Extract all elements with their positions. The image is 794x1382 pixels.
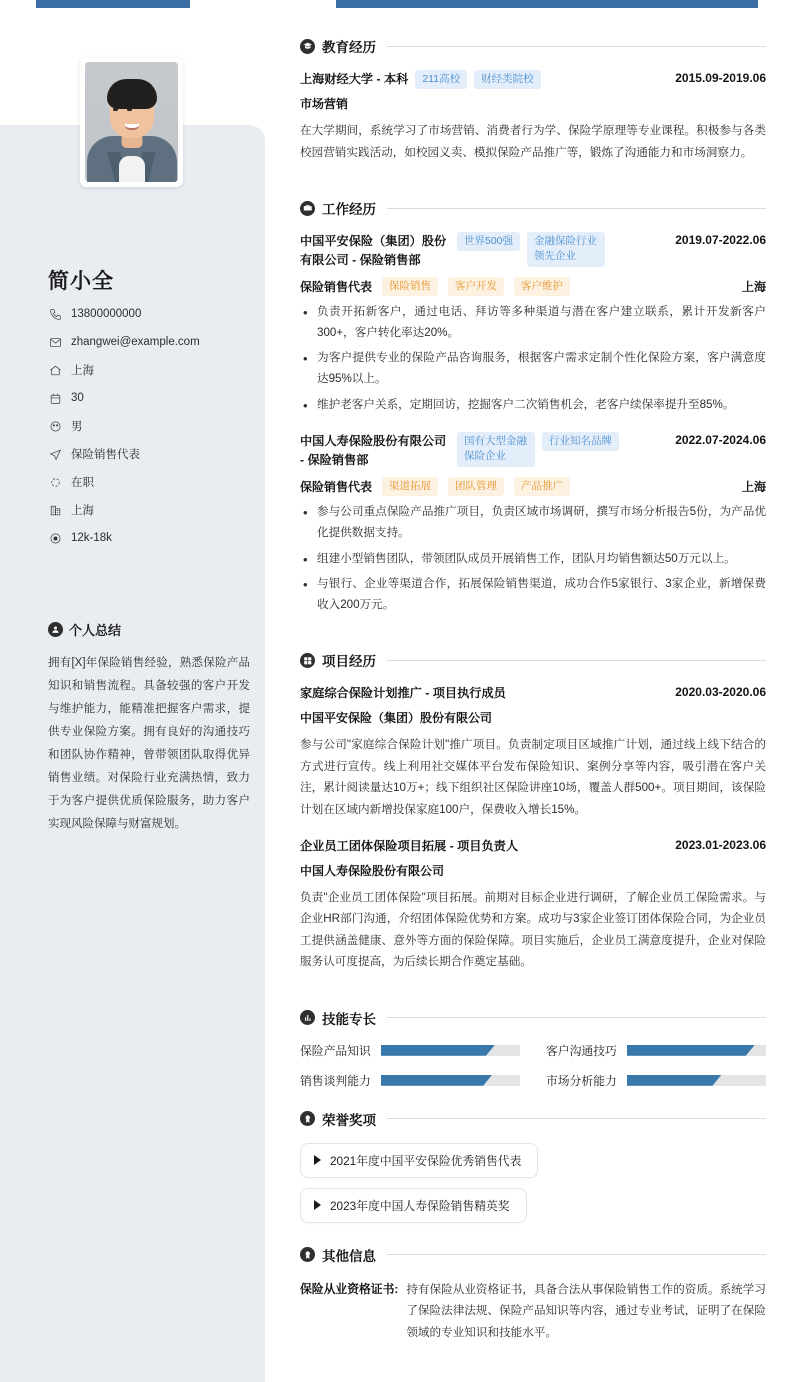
spacer: [300, 180, 766, 198]
page-title: 简小全: [48, 270, 114, 293]
section-project: [300, 650, 766, 972]
contact-value: 男: [71, 421, 83, 433]
work-date: 2022.07-2024.06: [675, 433, 766, 448]
work-entry-left: [300, 232, 605, 270]
skill-bar-fill: [381, 1045, 495, 1056]
work-role-left: [300, 277, 570, 296]
section-header-work: [300, 198, 766, 218]
section-work: [300, 198, 766, 615]
chevron-right-icon: [314, 1200, 321, 1210]
project-description: 参与公司"家庭综合保险计划"推广项目。负责制定项目区域推广计划，通过线上线下结合的方式进行宣传。线上利用社交媒体平台发布保险知识、案例分享等内容，吸引潜在客户关注，累计阅读量达10万+；线下组织社区保险讲座10场，覆盖人群500+。项目期间，该保险计划在区域内新增投保家庭100户，保费收入增长15%。: [300, 738, 766, 816]
work-entry: [300, 232, 766, 415]
section-header-other: [300, 1245, 766, 1265]
contact-item-hometown: [48, 356, 258, 384]
skill-item: [300, 1072, 520, 1089]
education-major: 市场营销: [300, 97, 349, 112]
skill-tag: 客户维护: [514, 277, 570, 296]
job-title: 保险销售代表: [300, 280, 373, 295]
contact-value: 在职: [71, 477, 94, 489]
skill-tag: 保险销售: [382, 277, 438, 296]
spacer: [300, 632, 766, 650]
school-name: 上海财经大学 - 本科: [300, 72, 409, 86]
divider: [387, 208, 766, 209]
skill-tag: 渠道拓展: [382, 477, 438, 496]
skill-tag: 产品推广: [514, 477, 570, 496]
personal-summary-block: [48, 620, 250, 836]
contact-value: 12k-18k: [71, 532, 112, 544]
education-entry: [300, 70, 766, 163]
contact-item-status: [48, 468, 258, 496]
gender-icon: [48, 419, 62, 433]
work-role-left: [300, 477, 570, 496]
project-company: 中国平安保险（集团）股份有限公司: [300, 711, 493, 726]
divider: [387, 1254, 766, 1255]
contact-value: 保险销售代表: [71, 449, 140, 461]
skill-bar-fill: [627, 1075, 722, 1086]
project-entry: [300, 837, 766, 973]
work-city: 上海: [741, 280, 766, 295]
skills-grid: [300, 1042, 766, 1089]
contact-value: 上海: [71, 365, 94, 377]
contact-list: [48, 300, 258, 552]
work-bullets: [300, 302, 766, 415]
certificate-text: 持有保险从业资格证书，具备合法从事保险销售工作的资质。系统学习了保险法律法规、保险产品知识等内容，通过专业考试，证明了在保险领域的专业知识和技能水平。: [406, 1282, 766, 1339]
avatar-hair: [107, 79, 157, 109]
company-name: 中国人寿保险股份有限公司 - 保险销售部: [300, 434, 447, 468]
job-title: 保险销售代表: [300, 480, 373, 495]
certificate-label: 保险从业资格证书:: [300, 1281, 399, 1296]
bullet-item: • 与银行、企业等渠道合作，拓展保险销售渠道，成功合作5家银行、3家企业，新增保费收入200万元。: [300, 574, 766, 615]
top-bar-left: [36, 0, 190, 8]
bullet-item: • 负责开拓新客户，通过电话、拜访等多种渠道与潜在客户建立联系，累计开发新客户300+，客户转化率达20%。: [300, 302, 766, 343]
skill-tag: 客户开发: [448, 277, 504, 296]
skill-label: 销售谈判能力: [300, 1073, 371, 1088]
mail-icon: [48, 335, 62, 349]
section-honors: [300, 1109, 766, 1233]
project-date: 2020.03-2020.06: [675, 685, 766, 700]
education-entry-head: [300, 70, 766, 89]
skill-bar-fill: [627, 1045, 755, 1056]
bullet-item: • 参与公司重点保险产品推广项目，负责区域市场调研，撰写市场分析报告5份，为产品优化提供数据支持。: [300, 502, 766, 543]
project-entry-head: [300, 837, 766, 856]
company-tag: 行业知名品牌: [542, 432, 619, 451]
section-header-skills: [300, 1008, 766, 1028]
chart-icon: [300, 1010, 315, 1025]
contact-item-age: [48, 384, 258, 412]
spacer: [300, 990, 766, 1008]
section-title: 其他信息: [322, 1248, 376, 1264]
section-title: 项目经历: [322, 654, 376, 670]
skill-tag: 团队管理: [448, 477, 504, 496]
home-icon: [48, 363, 62, 377]
phone-icon: [48, 307, 62, 321]
bullet-item: • 为客户提供专业的保险产品咨询服务，根据客户需求定制个性化保险方案，客户满意度达95%以上。: [300, 348, 766, 389]
honor-label: 2021年度中国平安保险优秀销售代表: [330, 1153, 522, 1168]
section-skills: [300, 1008, 766, 1089]
main-content: [300, 0, 766, 1343]
contact-value: 上海: [71, 505, 94, 517]
avatar-photo: [85, 62, 178, 182]
contact-item-salary: [48, 524, 258, 552]
section-header-honors: [300, 1109, 766, 1129]
contact-item-city: [48, 496, 258, 524]
calendar-icon: [48, 391, 62, 405]
company-name: 中国平安保险（集团）股份有限公司 - 保险销售部: [300, 234, 447, 267]
personal-summary-header: [48, 620, 250, 639]
work-entry: [300, 432, 766, 615]
honor-item[interactable]: [300, 1143, 538, 1178]
section-education: [300, 36, 766, 163]
work-role-row: [300, 477, 766, 496]
section-header-project: [300, 650, 766, 670]
send-icon: [48, 447, 62, 461]
skill-bar-fill: [381, 1075, 492, 1086]
work-entry-left: [300, 432, 619, 470]
skill-item: [300, 1042, 520, 1059]
honor-label: 2023年度中国人寿保险销售精英奖: [330, 1198, 510, 1213]
avatar: [80, 57, 183, 187]
contact-item-phone: [48, 300, 258, 328]
project-entry-head: [300, 684, 766, 703]
project-name: 企业员工团体保险项目拓展 - 项目负责人: [300, 839, 519, 854]
contact-item-position: [48, 440, 258, 468]
status-icon: [48, 475, 62, 489]
section-title: 教育经历: [322, 40, 376, 55]
section-other: [300, 1245, 766, 1343]
chevron-right-icon: [314, 1155, 321, 1165]
person-icon: [48, 622, 63, 637]
project-company: 中国人寿保险股份有限公司: [300, 863, 445, 878]
avatar-eye-right: [127, 108, 132, 111]
bullet-item: • 维护老客户关系，定期回访，挖掘客户二次销售机会，老客户续保率提升至85%。: [300, 395, 766, 416]
personal-summary-title: 个人总结: [69, 623, 122, 638]
project-name: 家庭综合保险计划推广 - 项目执行成员: [300, 686, 506, 701]
company-tag: 金融保险行业领先企业: [527, 232, 605, 266]
work-role-row: [300, 277, 766, 296]
divider: [387, 1017, 766, 1018]
sidebar: [0, 125, 265, 1382]
skill-item: [546, 1072, 766, 1089]
work-entry-head: [300, 232, 766, 270]
divider: [387, 46, 766, 47]
education-date: 2015.09-2019.06: [675, 71, 766, 85]
skill-label: 市场分析能力: [546, 1073, 617, 1088]
company-tag: 国有大型金融保险企业: [457, 432, 535, 466]
section-title: 技能专长: [322, 1011, 376, 1027]
project-description: 负责"企业员工团体保险"项目拓展。前期对目标企业进行调研，了解企业员工保险需求。与企业HR部门沟通，介绍团体保险优势和方案。成功与3家企业签订团体保险合同，为企业员工提供涵盖健康、意外等方面的保险保障。项目实施后，企业员工满意度提升，企业对保险服务认可度提高，为后续长期合作奠定基础。: [300, 890, 766, 969]
graduation-icon: [300, 39, 315, 54]
grid-icon: [300, 653, 315, 668]
contact-value: 13800000000: [71, 308, 142, 320]
briefcase-icon: [300, 201, 315, 216]
skill-bar: [627, 1075, 766, 1086]
section-header-education: [300, 36, 766, 56]
section-title: 荣誉奖项: [322, 1112, 376, 1128]
project-entry: [300, 684, 766, 820]
personal-summary-text: 拥有[X]年保险销售经验，熟悉保险产品知识和销售流程。具备较强的客户开发与维护能力，能精准把握客户需求，提供专业保险方案。拥有良好的沟通技巧和团队协作精神，曾带领团队取得优异销售业绩。对保险行业充满热情，致力于为客户提供优质保险服务，助力客户实现风险保障与财富规划。: [48, 657, 250, 830]
skill-bar: [627, 1045, 766, 1056]
skill-item: [546, 1042, 766, 1059]
award-icon: [300, 1111, 315, 1126]
skill-label: 保险产品知识: [300, 1043, 371, 1058]
company-tag: 世界500强: [457, 232, 520, 251]
contact-value: zhangwei@example.com: [71, 336, 200, 348]
avatar-shirt: [119, 156, 145, 182]
contact-item-email: [48, 328, 258, 356]
education-tag: 财经类院校: [474, 70, 541, 89]
education-tag: 211高校: [415, 70, 467, 89]
education-description: 在大学期间，系统学习了市场营销、消费者行为学、保险学原理等专业课程。积极参与各类校园营销实践活动，如校园义卖、模拟保险产品推广等，锻炼了沟通能力和市场洞察力。: [300, 124, 766, 159]
award-icon: [300, 1247, 315, 1262]
skill-bar: [381, 1045, 520, 1056]
honor-item[interactable]: [300, 1188, 527, 1223]
bullet-item: • 组建小型销售团队，带领团队成员开展销售工作，团队月均销售额达50万元以上。: [300, 549, 766, 570]
contact-item-gender: [48, 412, 258, 440]
education-entry-left: [300, 70, 541, 89]
work-entry-head: [300, 432, 766, 470]
project-date: 2023.01-2023.06: [675, 838, 766, 853]
skill-bar: [381, 1075, 520, 1086]
certificate-row: [300, 1279, 766, 1343]
avatar-eye-left: [113, 108, 118, 111]
contact-value: 30: [71, 392, 84, 404]
divider: [387, 1118, 766, 1119]
work-date: 2019.07-2022.06: [675, 233, 766, 248]
skill-label: 客户沟通技巧: [546, 1043, 617, 1058]
section-title: 工作经历: [322, 202, 376, 218]
building-icon: [48, 503, 62, 517]
work-city: 上海: [741, 480, 766, 495]
divider: [387, 660, 766, 661]
honors-list: [300, 1143, 766, 1233]
salary-icon: [48, 531, 62, 545]
work-bullets: [300, 502, 766, 615]
